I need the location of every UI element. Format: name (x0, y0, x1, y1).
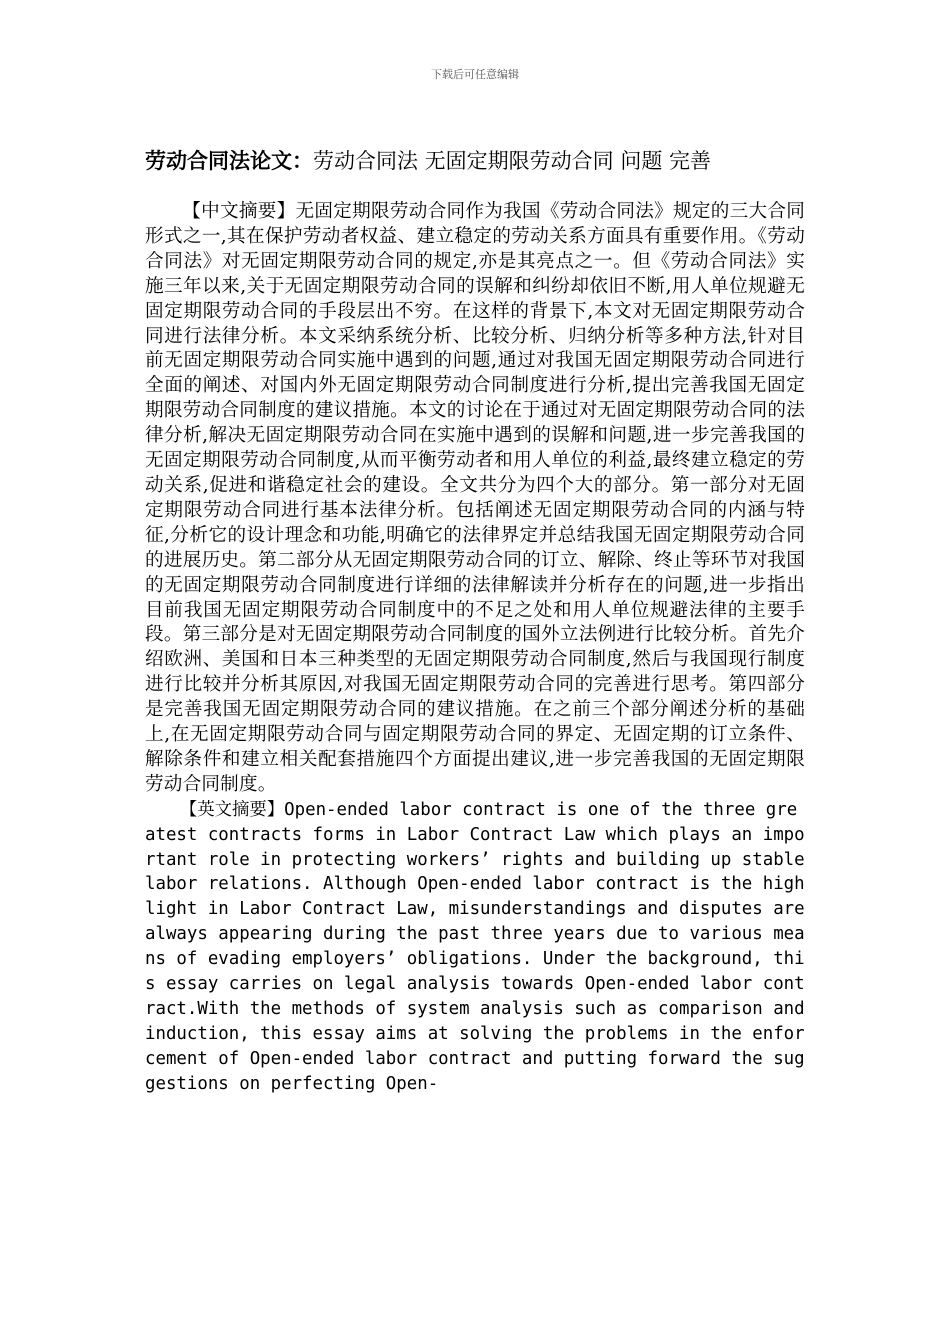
cn-abstract-label: 【中文摘要】 (182, 201, 296, 222)
cn-abstract-text: 无固定期限劳动合同作为我国《劳动合同法》规定的三大合同形式之一,其在保护劳动者权益、建立稳定的劳动关系方面具有重要作用。《劳动合同法》对无固定期限劳动合同的规定,亦是其亮点之一。但《劳动合同法》实施三年以来,关于无固定期限劳动合同的误解和纠纷却依旧不断,用人单位规避无固定期限劳动合同的手段层出不穷。在这样的背景下,本文对无固定期限劳动合同进行法律分析。本文采纳系统分析、比较分析、归纳分析等多种方法,针对目前无固定期限劳动合同实施中遇到的问题,通过对我国无固定期限劳动合同进行全面的阐述、对国内外无固定期限劳动合同制度进行分析,提出完善我国无固定期限劳动合同制度的建议措施。本文的讨论在于通过对无固定期限劳动合同的法律分析,解决无固定期限劳动合同在实施中遇到的误解和问题,进一步完善我国的无固定期限劳动合同制度,从而平衡劳动者和用人单位的利益,最终建立稳定的劳动关系,促进和谐稳定社会的建设。全文共分为四个大的部分。第一部分对无固定期限劳动合同进行基本法律分析。包括阐述无固定期限劳动合同的内涵与特征,分析它的设计理念和功能,明确它的法律界定并总结我国无固定期限劳动合同的进展历史。第二部分从无固定期限劳动合同的订立、解除、终止等环节对我国的无固定期限劳动合同制度进行详细的法律解读并分析存在的问题,进一步指出目前我国无固定期限劳动合同制度中的不足之处和用人单位规避法律的主要手段。第三部分是对无固定期限劳动合同制度的国外立法例进行比较分析。首先介绍欧洲、美国和日本三种类型的无固定期限劳动合同制度,然后与我国现行制度进行比较并分析其原因,对我国无固定期限劳动合同的完善进行思考。第四部分是完善我国无固定期限劳动合同的建议措施。在之前三个部分阐述分析的基础上,在无固定期限劳动合同与固定期限劳动合同的界定、无固定期的订立条件、解除条件和建立相关配套措施四个方面提出建议,进一步完善我国的无固定期限劳动合同制度。 (145, 201, 806, 795)
en-abstract-label: 【英文摘要】 (179, 799, 285, 820)
title-keywords: 劳动合同法 无固定期限劳动合同 问题 完善 (313, 149, 712, 173)
title-bold: 劳动合同法论文： (145, 149, 313, 173)
cn-abstract-paragraph (145, 200, 805, 798)
en-abstract-text: Open-ended labor contract is one of the three greatest contracts forms in Labor Contract Law which plays an important role in protecting workers’ rights and building up stable labor relations. Although Open-ended labor contract is the highlight in Labor Contract Law, misunderstandings and disputes are always appearing during the past three years due to various means of evading employers’ obligations. Under the background, this essay carries on legal analysis towards Open-ended labor contract.With the methods of system analysis such as comparison and induction, this essay aims at solving the problems in the enforcement of Open-ended labor contract and putting forward the suggestions on perfecting Open- (145, 799, 805, 1094)
document-body (145, 200, 805, 1097)
en-abstract-paragraph (145, 798, 805, 1097)
header-note: 下载后可任意编辑 (431, 68, 519, 81)
document-title (145, 146, 825, 176)
